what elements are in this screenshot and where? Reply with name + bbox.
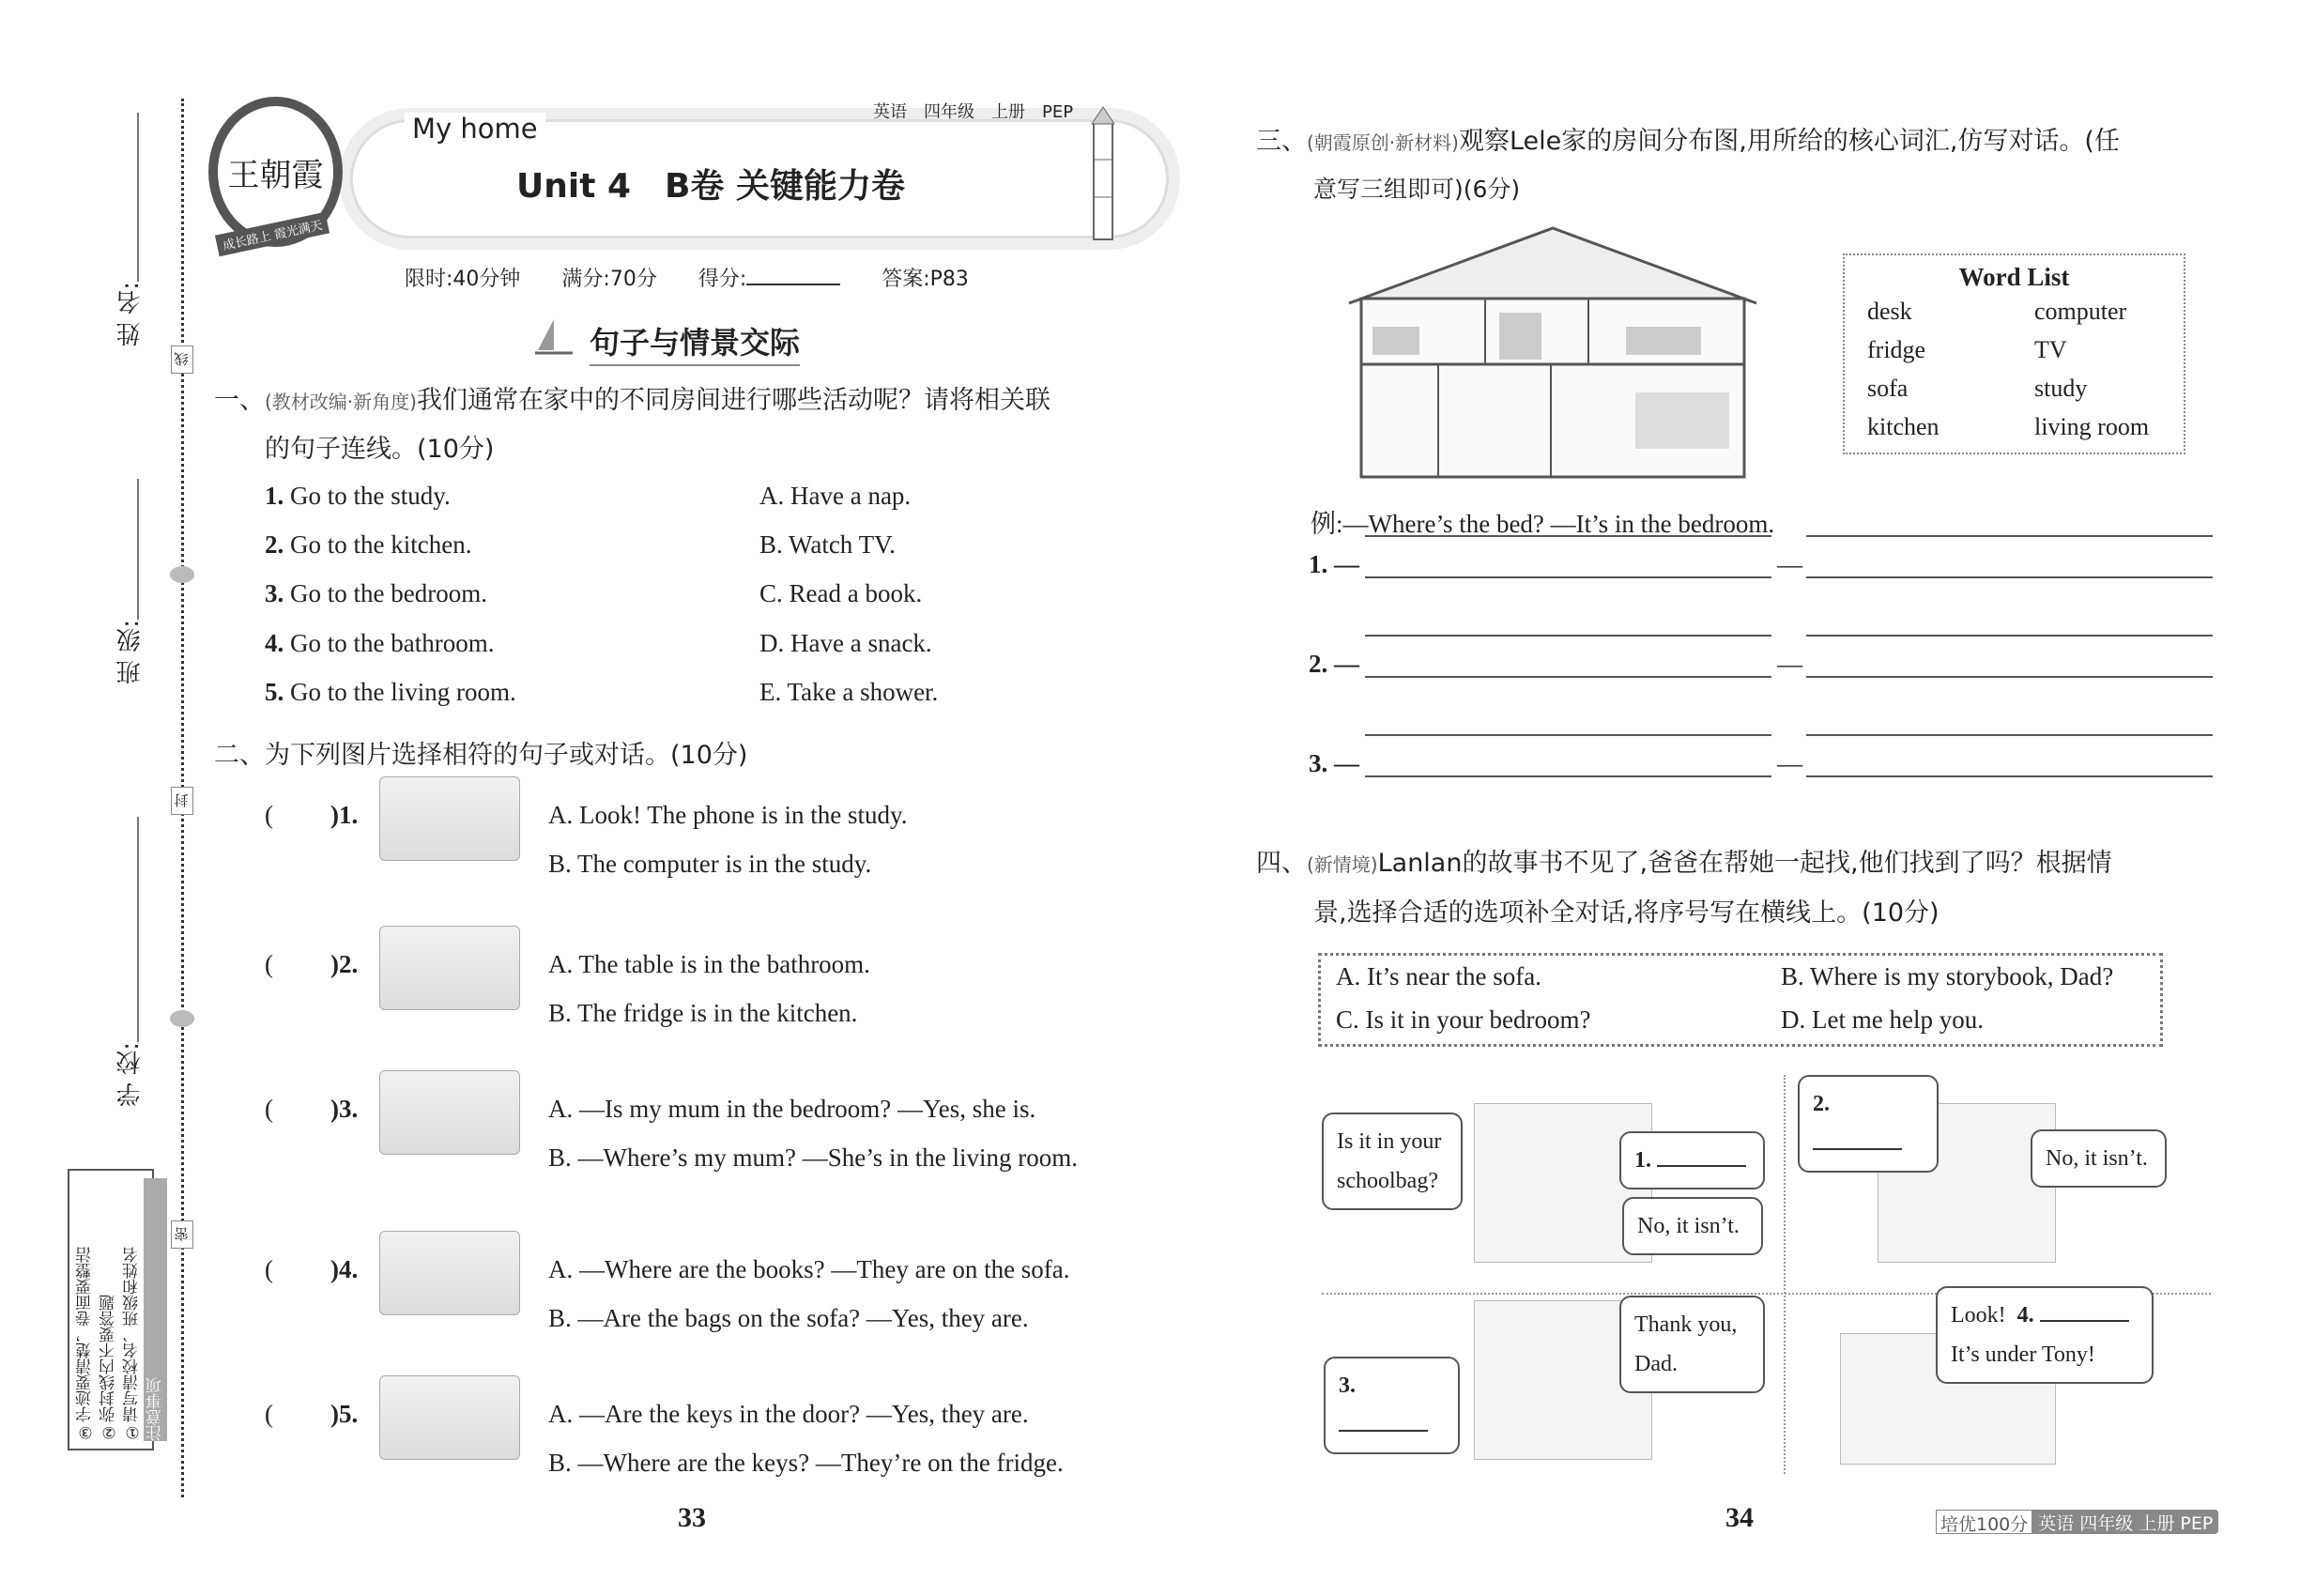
answer-page: 答案:P83 — [882, 268, 969, 291]
example-dialogue: 例:—Where’s the bed? —It’s in the bedroom. — [1311, 510, 1775, 538]
bubble-text: Thank you, — [1634, 1312, 1738, 1337]
blank-number: 3. — [1339, 1373, 1356, 1398]
q1-tag: (教材改编·新角度) — [265, 391, 417, 413]
match-left-item[interactable] — [265, 482, 451, 511]
q4-number: 四、 — [1256, 849, 1307, 878]
book-info: 英语 四年级 上册 PEP — [873, 102, 1074, 122]
bubble-text: No, it isn’t. — [2046, 1146, 2148, 1171]
answer-line[interactable] — [1806, 535, 2213, 537]
item-text: Go to the living room. — [284, 678, 516, 706]
item-text: Go to the bedroom. — [284, 579, 487, 607]
match-left-item[interactable] — [265, 579, 487, 608]
q3-heading — [1256, 120, 2120, 157]
match-right-item[interactable]: A. Have a nap. — [759, 482, 912, 510]
match-left-item[interactable] — [265, 678, 516, 707]
answer-paren[interactable]: ( — [265, 1095, 273, 1123]
answer-line[interactable] — [1365, 535, 1771, 537]
item-text: Go to the bathroom. — [284, 629, 495, 657]
answer-line[interactable] — [1806, 635, 2213, 637]
option-a[interactable]: A. —Are the keys in the door? —Yes, they are. — [548, 1400, 1029, 1428]
seal-icon — [170, 1010, 194, 1027]
item-number: )2. — [330, 950, 359, 978]
q4-text: Lanlan的故事书不见了,爸爸在帮她一起找,他们找到了吗？根据情 — [1377, 849, 2112, 878]
school-label: 学 校: — [116, 1042, 145, 1108]
picture-5 — [379, 1375, 520, 1460]
row-number: 1. — — [1309, 550, 1359, 578]
notice-item: ②弥封线内不要答题 — [100, 1295, 118, 1441]
q1-heading — [214, 379, 1050, 416]
dash: — — [1777, 550, 1802, 578]
item-number: 1. — [265, 482, 284, 510]
q1-text: 我们通常在家中的不同房间进行哪些活动呢？请将相关联 — [416, 386, 1050, 415]
match-right-item[interactable]: D. Have a snack. — [759, 629, 932, 657]
bubble-text: schoolbag? — [1337, 1169, 1438, 1193]
q4-text-cont: 景,选择合适的选项补全对话,将序号写在横线上。(10分) — [1313, 898, 1940, 928]
answer-line[interactable] — [1365, 576, 1771, 578]
dash: — — [1777, 650, 1802, 678]
seal-mark-mi: 密 — [171, 1220, 193, 1249]
option-c: C. Is it in your bedroom? — [1336, 1005, 1591, 1034]
item-text: Go to the kitchen. — [284, 530, 472, 559]
notice-item: ①请写清校名、班级和姓名 — [123, 1247, 142, 1441]
answer-paren[interactable]: ( — [265, 1255, 273, 1283]
option-a[interactable]: A. —Where are the books? —They are on the sofa. — [548, 1255, 1070, 1283]
unit-name: My home — [405, 113, 545, 145]
name-field[interactable] — [137, 113, 139, 282]
answer-bubble-1 — [1619, 1131, 1765, 1189]
seal-mark-xian: 线 — [171, 345, 193, 374]
blank-number: 1. — [1634, 1148, 1651, 1173]
sailboat-icon — [530, 317, 577, 360]
q4-heading — [1256, 842, 2112, 879]
logo-text: 王朝霞 — [227, 156, 324, 194]
badge-brand: 培优100分 — [1936, 1510, 2032, 1534]
q3-tag: (朝霞原创·新材料) — [1307, 131, 1459, 154]
badge-info: 英语 四年级 上册 PEP — [2032, 1510, 2218, 1534]
option-a[interactable]: A. The table is in the bathroom. — [548, 950, 870, 978]
item-number: )4. — [330, 1255, 359, 1283]
page-number-left: 33 — [678, 1502, 706, 1533]
class-label: 班 级: — [116, 620, 145, 685]
page-number-right: 34 — [1725, 1502, 1754, 1533]
word-list-item: fridge — [1867, 336, 1926, 363]
word-list-item: study — [2034, 375, 2088, 402]
option-b[interactable]: B. —Are the bags on the sofa? —Yes, they are. — [548, 1304, 1029, 1332]
seal-mark-feng: 封 — [171, 787, 193, 815]
item-number: 5. — [265, 678, 284, 706]
option-a[interactable]: A. Look! The phone is in the study. — [548, 801, 908, 829]
match-left-item[interactable] — [265, 530, 471, 560]
score-field[interactable] — [746, 284, 840, 285]
q3-number: 三、 — [1256, 127, 1307, 156]
dash: — — [1777, 749, 1802, 777]
exam-info — [405, 263, 969, 292]
answer-paren[interactable]: ( — [265, 1400, 273, 1428]
match-right-item[interactable]: E. Take a shower. — [759, 678, 939, 706]
answer-line[interactable] — [1806, 576, 2213, 578]
blank-number: 4. — [2016, 1303, 2034, 1327]
school-field[interactable] — [137, 817, 139, 1042]
word-list-box — [1843, 253, 2185, 454]
logo-slogan: 成长路上 霞光满天 — [215, 212, 330, 256]
option-b[interactable]: B. The computer is in the study. — [548, 850, 872, 878]
bubble-text: Is it in your — [1337, 1129, 1442, 1154]
notice-item: ③字迹要清楚，卷面要整洁 — [76, 1247, 95, 1441]
footer-badge — [1936, 1510, 2218, 1534]
option-a[interactable]: A. —Is my mum in the bedroom? —Yes, she is. — [548, 1095, 1036, 1123]
bubble-text: No, it isn’t. — [1637, 1214, 1740, 1238]
item-number: )3. — [330, 1095, 359, 1123]
q2-heading: 二、为下列图片选择相符的句子或对话。(10分) — [214, 741, 748, 770]
answer-line[interactable] — [1365, 775, 1771, 777]
word-list-item: desk — [1867, 298, 1912, 325]
item-number: 3. — [265, 579, 284, 607]
q1-text-cont: 的句子连线。(10分) — [265, 435, 495, 464]
bubble-text: Dad. — [1634, 1352, 1678, 1376]
item-number: )1. — [330, 801, 359, 829]
speech-bubble — [1322, 1113, 1463, 1210]
word-list-title: Word List — [1958, 263, 2070, 291]
speech-bubble — [1622, 1197, 1763, 1255]
option-b: B. Where is my storybook, Dad? — [1781, 962, 2114, 990]
word-list-item: kitchen — [1867, 413, 1940, 440]
answer-paren[interactable]: ( — [265, 801, 273, 829]
option-d: D. Let me help you. — [1781, 1005, 1984, 1034]
item-number: 2. — [265, 530, 284, 559]
name-label: 姓 名: — [116, 282, 145, 347]
row-number: 2. — — [1309, 650, 1359, 678]
house-floorplan-image — [1344, 223, 1761, 481]
seal-icon — [170, 566, 194, 583]
answer-bubble-3 — [1324, 1357, 1460, 1454]
option-b[interactable]: B. —Where’s my mum? —She’s in the living room. — [548, 1143, 1078, 1172]
answer-blank-3[interactable] — [1339, 1430, 1428, 1432]
word-list-item: computer — [2034, 298, 2127, 325]
word-list-item: living room — [2034, 413, 2150, 440]
page-title: Unit 4 B卷 关键能力卷 — [516, 167, 905, 206]
q4-tag: (新情境) — [1307, 853, 1378, 876]
picture-2 — [379, 926, 520, 1010]
match-right-item[interactable]: B. Watch TV. — [759, 530, 896, 559]
q1-number: 一、 — [214, 386, 265, 415]
picture-1 — [379, 776, 520, 861]
blank-number: 2. — [1813, 1092, 1830, 1116]
option-b[interactable]: B. —Where are the keys? —They’re on the fridge. — [548, 1449, 1064, 1477]
lighthouse-icon — [1084, 103, 1122, 244]
picture-4 — [379, 1231, 520, 1315]
match-left-item[interactable] — [265, 629, 494, 658]
q3-text: 观察Lele家的房间分布图,用所给的核心词汇,仿写对话。(任 — [1458, 127, 2120, 156]
option-b[interactable]: B. The fridge is in the kitchen. — [548, 999, 858, 1027]
answer-blank-4[interactable] — [2040, 1320, 2129, 1322]
item-number: 4. — [265, 629, 284, 657]
answer-paren[interactable]: ( — [265, 950, 273, 978]
match-right-item[interactable]: C. Read a book. — [759, 579, 923, 607]
q3-text-cont: 意写三组即可)(6分) — [1313, 176, 1521, 203]
notice-box — [68, 1169, 165, 1450]
item-number: )5. — [330, 1400, 359, 1428]
answer-line[interactable] — [1365, 676, 1771, 678]
answer-line[interactable] — [1365, 734, 1771, 736]
speech-bubble — [2031, 1129, 2167, 1188]
answer-line[interactable] — [1806, 734, 2213, 736]
word-list-item: sofa — [1867, 375, 1909, 402]
answer-bubble-2 — [1798, 1075, 1939, 1173]
answer-line[interactable] — [1806, 676, 2213, 678]
bubble-text: Look! — [1951, 1303, 2006, 1327]
answer-blank-2[interactable] — [1813, 1148, 1902, 1150]
full-score: 满分:70分 — [561, 268, 657, 291]
answer-line[interactable] — [1806, 775, 2213, 777]
answer-bubble-4 — [1936, 1286, 2154, 1384]
word-list-item: TV — [2034, 336, 2067, 363]
score-label: 得分: — [698, 268, 747, 291]
option-a: A. It’s near the sofa. — [1336, 962, 1541, 990]
comic-divider-v — [1784, 1075, 1786, 1474]
picture-3 — [379, 1070, 520, 1155]
section-title: 句子与情景交际 — [590, 319, 800, 366]
class-field[interactable] — [137, 479, 139, 620]
bubble-text: It’s under Tony! — [1951, 1343, 2095, 1367]
row-number: 3. — — [1309, 749, 1359, 777]
answer-line[interactable] — [1365, 635, 1771, 637]
time-limit: 限时:40分钟 — [405, 268, 521, 291]
speech-bubble — [1619, 1296, 1765, 1393]
notice-title: 注意事项 — [144, 1178, 167, 1441]
item-text: Go to the study. — [284, 482, 451, 510]
answer-blank-1[interactable] — [1657, 1165, 1746, 1167]
